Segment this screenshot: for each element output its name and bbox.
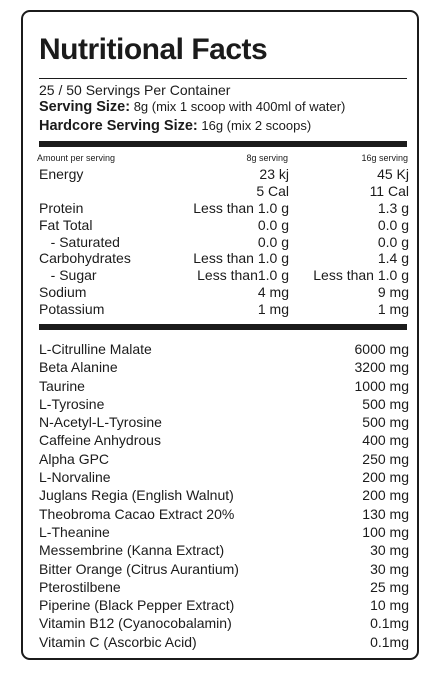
ingredient-row [39,560,409,578]
nutrient-value-16g: 1.4 g [377,250,409,267]
ingredient-row [39,614,409,632]
nutrient-row [39,301,409,318]
nutrient-row [39,267,409,284]
ingredient-name: Juglans Regia (English Walnut) [39,487,234,504]
nutrient-value-16g: 1 mg [377,301,409,318]
nutrient-table [39,166,409,318]
nutrient-value-8g: 1 mg [257,301,289,318]
ingredient-amount: 500 mg [362,395,409,412]
ingredient-amount: 200 mg [362,487,409,504]
nutrient-row [39,183,409,200]
col-8g-header: 8g serving [246,153,288,163]
ingredient-name: Theobroma Cacao Extract 20% [39,505,235,522]
nutrient-row [39,234,409,251]
label-title: Nutritional Facts [39,33,268,66]
ingredient-name: N-Acetyl-L-Tyrosine [39,414,162,431]
nutrient-row [39,200,409,217]
serving-divider [39,141,407,147]
nutrient-name: Energy [39,166,84,182]
nutrient-name: - Saturated [39,233,120,250]
ingredient-name: Vitamin B12 (Cyanocobalamin) [39,615,232,632]
nutrient-value-16g: 0.0 g [377,233,409,250]
nutrient-name: Carbohydrates [39,250,131,267]
ingredient-name: Caffeine Anhydrous [39,432,161,449]
hardcore-serving-size [39,117,311,135]
ingredient-amount: 3200 mg [354,359,409,376]
ingredient-name: Messembrine (Kanna Extract) [39,542,225,559]
hardcore-serving-value: 16g (mix 2 scoops) [201,118,312,133]
ingredient-row [39,377,409,395]
ingredient-row [39,358,409,376]
nutrient-row [39,250,409,267]
hardcore-serving-label: Hardcore Serving Size: [39,118,198,134]
ingredient-name: Piperine (Black Pepper Extract) [39,597,235,614]
ingredient-name: Pterostilbene [39,578,121,595]
ingredient-row [39,395,409,413]
ingredient-amount: 250 mg [362,450,409,467]
nutrient-value-16g: 9 mg [377,284,409,301]
ingredient-row [39,523,409,541]
nutrient-name: - Sugar [39,267,97,284]
ingredient-amount: 0.1mg [370,615,409,632]
ingredient-name: L-Norvaline [39,469,111,486]
nutrient-value-16g: 45 Kj [377,166,409,182]
ingredient-row [39,633,409,651]
ingredient-amount: 30 mg [370,560,409,577]
ingredient-name: L-Tyrosine [39,395,105,412]
ingredient-name: L-Citrulline Malate [39,341,152,357]
ingredient-row [39,450,409,468]
ingredient-amount: 30 mg [370,542,409,559]
nutrition-label [21,10,419,660]
ingredient-row [39,578,409,596]
nutrient-row [39,166,409,183]
nutrient-value-8g: 0.0 g [257,233,289,250]
ingredient-amount: 10 mg [370,597,409,614]
amount-per-serving-header: Amount per serving [37,153,116,163]
ingredient-row [39,505,409,523]
ingredient-amount: 1000 mg [354,377,409,394]
ingredient-row [39,596,409,614]
ingredient-row [39,541,409,559]
ingredient-list [39,340,409,651]
ingredient-amount: 6000 mg [354,341,409,357]
col-16g-header: 16g serving [361,153,408,163]
ingredient-name: Taurine [39,377,85,394]
ingredient-amount: 130 mg [362,505,409,522]
ingredient-row [39,413,409,431]
nutrient-value-16g: Less than 1.0 g [313,267,409,284]
nutrient-row [39,284,409,301]
nutrient-value-16g: 11 Cal [369,182,409,199]
nutrient-name: Fat Total [39,216,93,233]
nutrient-row [39,217,409,234]
ingredient-row [39,340,409,358]
serving-size [39,98,345,116]
nutrient-value-8g: Less than1.0 g [197,267,289,284]
serving-size-label: Serving Size: [39,99,131,115]
ingredient-row [39,431,409,449]
nutrient-name: Protein [39,199,84,216]
ingredient-amount: 500 mg [362,414,409,431]
ingredient-name: Alpha GPC [39,450,110,467]
nutrient-value-8g: 0.0 g [257,216,289,233]
ingredient-amount: 25 mg [370,578,409,595]
nutrient-value-16g: 1.3 g [377,199,409,216]
ingredient-row [39,486,409,504]
nutrient-value-8g: 4 mg [257,284,289,301]
nutrient-divider [39,324,407,330]
nutrient-name: Sodium [39,284,87,301]
ingredient-row [39,468,409,486]
ingredient-name: Vitamin C (Ascorbic Acid) [39,633,197,650]
nutrient-value-8g: 5 Cal [256,182,289,199]
ingredient-amount: 100 mg [362,523,409,540]
ingredient-amount: 0.1mg [370,633,409,650]
ingredient-amount: 200 mg [362,469,409,486]
ingredient-amount: 400 mg [362,432,409,449]
nutrient-value-8g: Less than 1.0 g [193,250,289,267]
nutrient-value-8g: 23 kj [259,166,289,182]
ingredient-name: Bitter Orange (Citrus Aurantium) [39,560,239,577]
title-divider [39,78,407,79]
ingredient-name: L-Theanine [39,523,110,540]
nutrient-name: Potassium [39,301,105,318]
servings-per-container: 25 / 50 Servings Per Container [39,82,231,98]
nutrient-value-16g: 0.0 g [377,216,409,233]
nutrient-value-8g: Less than 1.0 g [193,199,289,216]
serving-size-value: 8g (mix 1 scoop with 400ml of water) [133,99,346,114]
ingredient-name: Beta Alanine [39,359,118,376]
